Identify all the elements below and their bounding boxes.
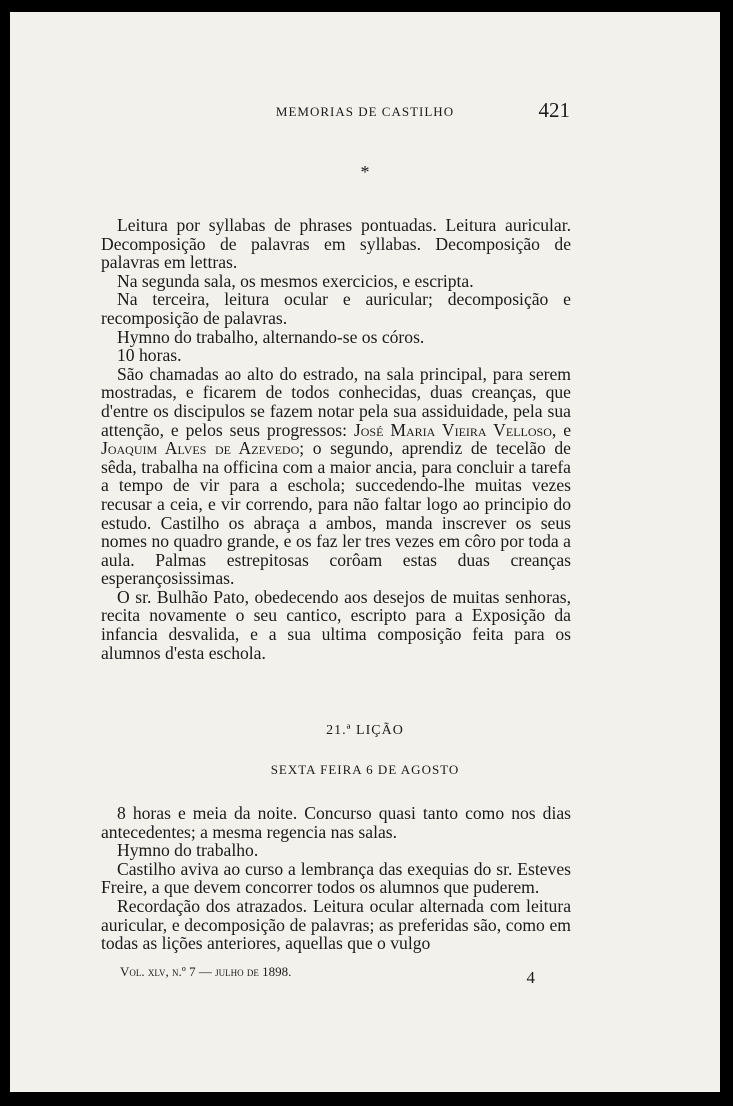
book-page xyxy=(10,12,720,1092)
student-name: Joaquim Alves de Azevedo xyxy=(101,438,300,459)
paragraph: Hymno do trabalho, alternando-se os córos. xyxy=(117,326,425,347)
text-block-bottom xyxy=(101,804,571,953)
page-number: 421 xyxy=(538,98,570,122)
asterisk-ornament: * xyxy=(360,162,370,182)
paragraph: O sr. Bulhão Pato, obedecendo aos desejos de muitas senhoras, recita novamente o seu cantico, escripto para a Exposição da infancia desvalida, e a sua ultima composição feita para os alumnos d'esta eschola. xyxy=(101,586,571,663)
text-run: ; o segundo, aprendiz de tecelão de sêda, trabalha na officina com a maior ancia, para concluir a tarefa a tempo de vir para a eschola; succedendo-lhe muitas vezes recusar a ceia, e vir correndo, para não faltar logo ao principio do estudo. Castilho os abraça a ambos, manda inscrever os seus nomes no quadro grande, e os faz ler tres vezes em côro por toda a aula. Palmas estrepitosas corôam estas duas creanças esperançosissimas. xyxy=(101,438,571,589)
text-run: , e xyxy=(551,419,572,440)
student-name: José Maria Vieira Velloso xyxy=(353,419,552,440)
paragraph: 10 horas. xyxy=(117,345,182,366)
paragraph: 8 horas e meia da noite. Concurso quasi tanto como nos dias antecedentes; a mesma regencia nas salas. xyxy=(101,803,571,842)
paragraph-children xyxy=(101,365,571,588)
paragraph: Castilho aviva ao curso a lembrança das exequias do sr. Esteves Freire, a que devem concorrer todos os alumnos que puderem. xyxy=(101,858,571,898)
section-title: 21.ª LIÇÃO xyxy=(326,723,404,738)
paragraph: Na segunda sala, os mesmos exercicios, e escripta. xyxy=(117,270,474,291)
volume-line: Vol. xlv, n.º 7 — julho de 1898. xyxy=(120,964,292,979)
paragraph: Hymno do trabalho. xyxy=(117,840,259,861)
text-block-top xyxy=(101,216,571,662)
paragraph: Recordação dos atrazados. Leitura ocular alternada com leitura auricular, e decomposição de palavras; as preferidas são, como em todas as lições anteriores, aquellas que o vulgo xyxy=(101,895,571,954)
paragraph: Na terceira, leitura ocular e auricular; decomposição e recomposição de palavras. xyxy=(101,289,571,328)
paragraph: Leitura por syllabas de phrases pontuadas. Leitura auricular. Decomposição de palavras em syllabas. Decomposição de palavras em lettras. xyxy=(101,215,571,273)
signature-mark: 4 xyxy=(526,968,535,987)
section-date: SEXTA FEIRA 6 DE AGOSTO xyxy=(270,762,460,777)
text-run: São chamadas ao alto do estrado, na sala principal, para serem mostradas, e ficarem de todos conhecidas, duas creanças, que d'entre os discipulos se fazem notar pela sua assiduidade, pela sua attenção, e pelos seus progressos: xyxy=(101,363,571,440)
running-title: MEMORIAS DE CASTILHO xyxy=(275,104,455,119)
